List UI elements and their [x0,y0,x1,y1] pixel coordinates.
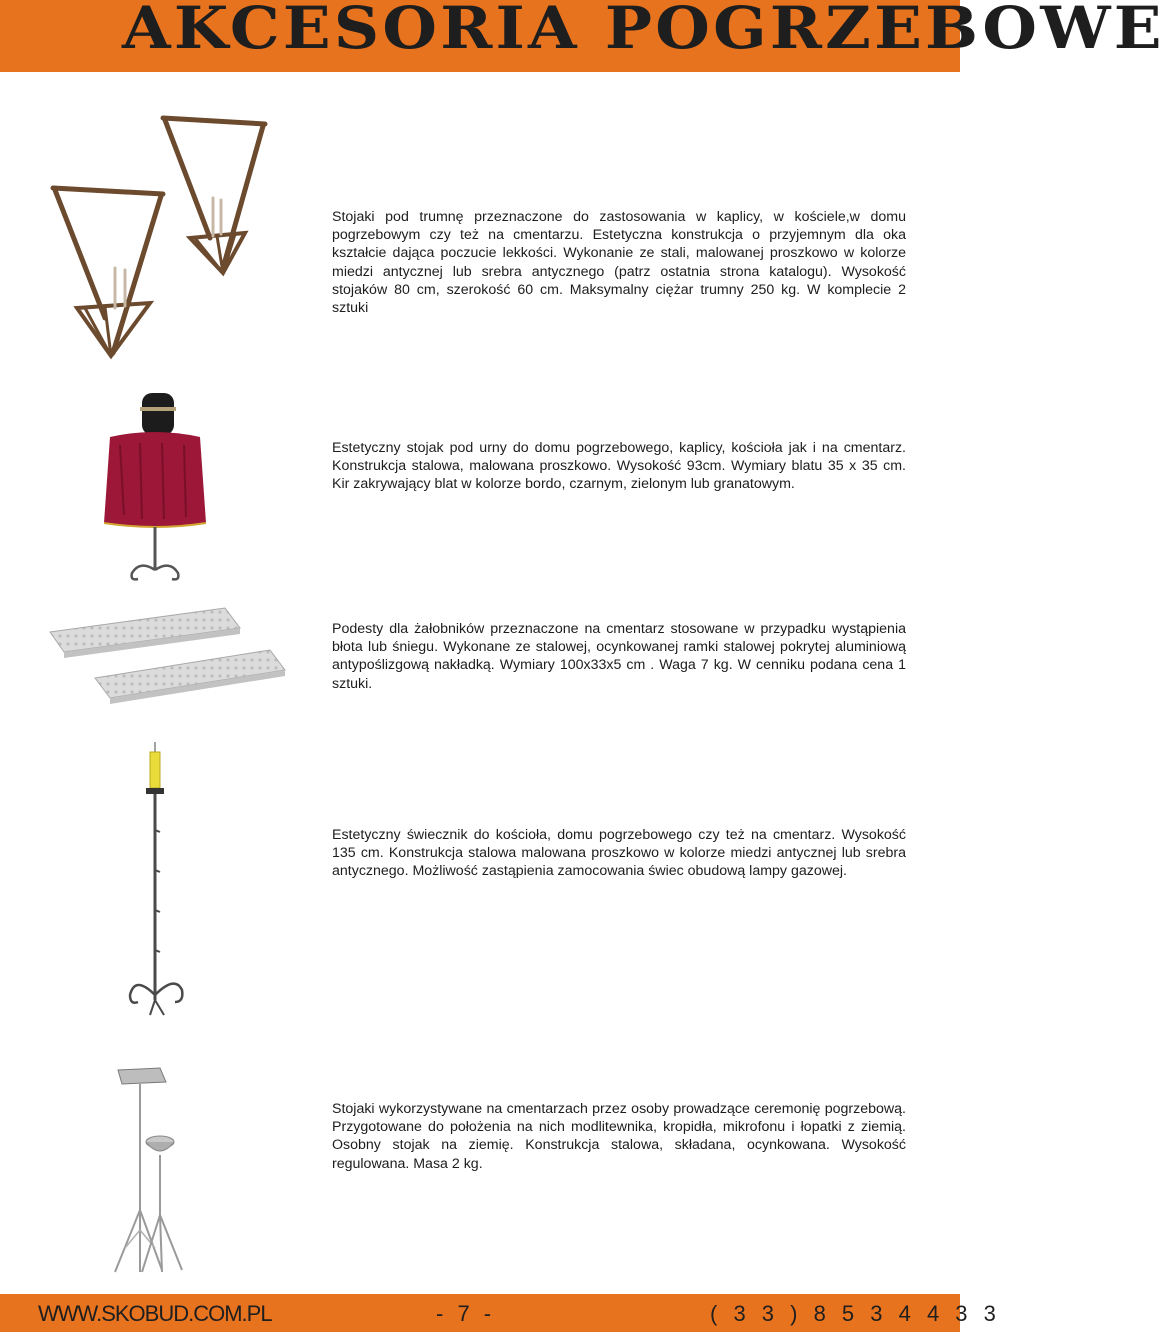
candle-holder-image [120,740,200,1020]
candle-holder-description: Estetyczny świecznik do kościoła, domu pogrzebowego czy też na cmentarz. Wysokość 135 cm. Konstrukcja stalowa malowana proszkowo w kolorze miedzi antycznej lub srebra antycznego. Możliwość zastąpienia zamocowania świec obudową lampy gazowej. [332,827,906,880]
ceremony-stands-description: Stojaki wykorzystywane na cmentarzach przez osoby prowadzące ceremonię pogrzebową. Przygotowane do położenia na nich modlitewnika, kropidła, mikrofonu i łopatki z ziemią. Osobny stojak na ziemię. Konstrukcja stalowa, składana, ocynkowana. Wysokość regulowana. Masa 2 kg. [332,1101,906,1172]
footer-phone: ( 3 3 ) 8 5 3 4 4 3 3 [710,1301,1001,1326]
coffin-stands-description: Stojaki pod trumnę przeznaczone do zastosowania w kaplicy, w kościele,w domu pogrzebowym czy też na cmentarzu. Estetyczna konstrukcja o przyjemnym dla oka kształcie dająca poczucie lekkości. Wykonanie ze stali, malowanej proszkowo w kolorze miedzi antycznej lub srebra antycznego (patrz ostatnia strona katalogu). Wysokość stojaków 80 cm, szerokość 60 cm. Maksymalny ciężar trumny 250 kg. W komplecie 2 sztuki [332,209,906,317]
urn-stand-image [100,385,210,590]
footer-bar [0,1294,1001,1332]
header-bar [0,0,1165,72]
mourner-platforms-image [40,600,295,710]
mourner-platforms-description: Podesty dla żałobników przeznaczone na cmentarz stosowane w przypadku wystąpienia błota lub śniegu. Wykonane ze stalowej, ocynkowanej ramki stalowej pokrytej aluminiową antypoślizgową nakładką. Wymiary 100x33x5 cm . Waga 7 kg. W cenniku podana cena 1 sztuki. [332,621,906,692]
urn-stand-description: Estetyczny stojak pod urny do domu pogrzebowego, kaplicy, kościoła jak i na cmentarz. Konstrukcja stalowa, malowana proszkowo. Wysokość 93cm. Wymiary blatu 35 x 35 cm. Kir zakrywający blat w kolorze bordo, czarnym, zielonym lub granatowym. [332,440,906,493]
coffin-stands-image [45,108,275,368]
ceremony-stands-image [100,1060,210,1275]
footer-page-number: - 7 - [436,1301,496,1326]
footer-website: WWW.SKOBUD.COM.PL [38,1301,272,1326]
page-title: AKCESORIA POGRZEBOWE [122,0,1165,62]
